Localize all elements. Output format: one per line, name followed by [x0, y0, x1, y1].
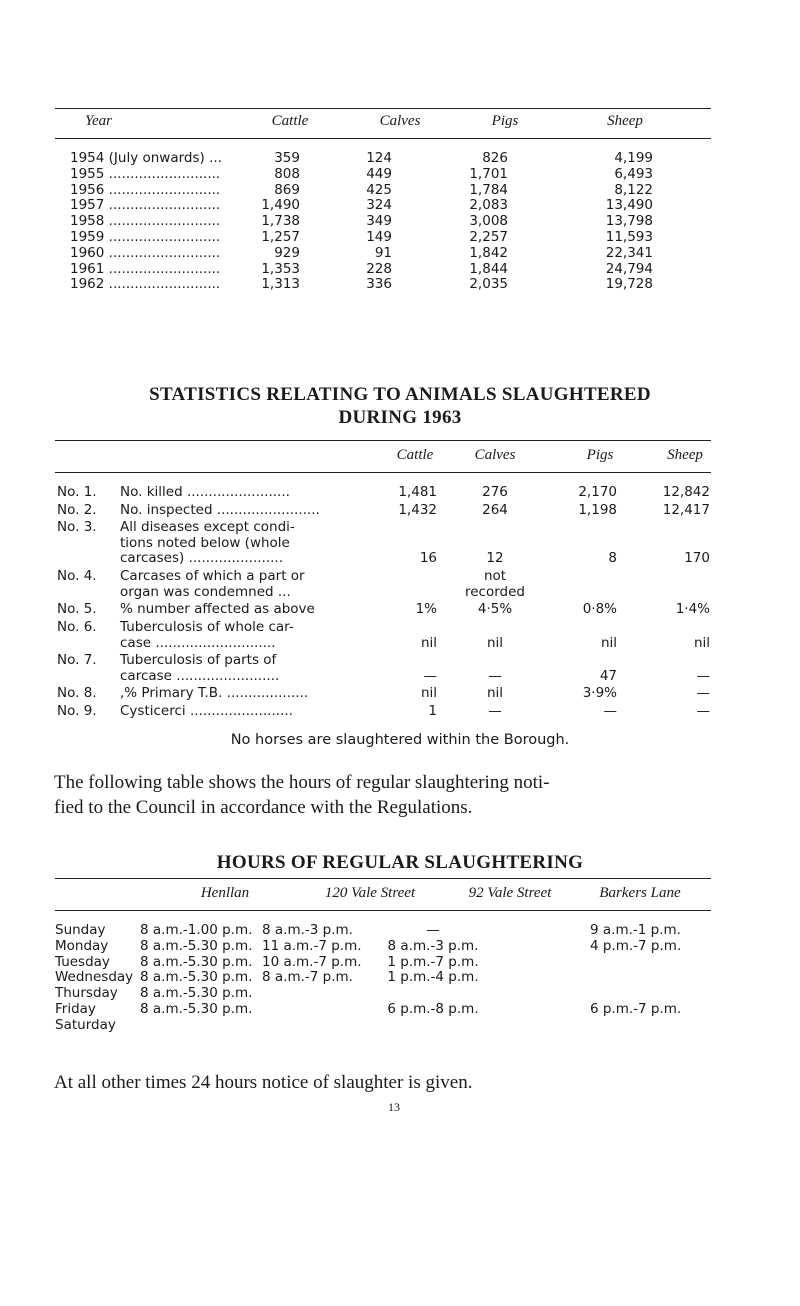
cell-pigs: 8: [608, 550, 617, 567]
cell-pigs: 1,844: [469, 260, 508, 277]
column-header-cattle: Cattle: [271, 113, 309, 129]
cell-sheep: 13,490: [605, 197, 653, 214]
cell-pigs: 2,257: [469, 229, 508, 245]
cell-calves: recorded: [465, 583, 525, 600]
row-number: No. 7.: [57, 652, 97, 669]
page-number: 13: [388, 1100, 400, 1114]
paragraph-line1: The following table shows the hours of regular slaughtering noti-: [54, 772, 550, 793]
cell-calves: 324: [366, 197, 392, 214]
cell-cattle: 1,313: [261, 276, 300, 293]
cell-henllan: 8 a.m.-5.30 p.m.: [140, 1001, 253, 1017]
cell-calves: 336: [366, 276, 392, 293]
row-label: No. inspected ........................: [120, 501, 320, 518]
cell-day: Tuesday: [55, 953, 110, 970]
column-header-cattle: Cattle: [396, 447, 434, 463]
cell-cattle: 1,490: [261, 197, 300, 214]
cell-year: 1956 ..........................: [70, 181, 221, 198]
cell-cattle: 1%: [415, 601, 437, 618]
cell-cattle: 1,257: [261, 229, 300, 245]
column-header-pigs: Pigs: [491, 113, 519, 129]
column-header-sheep: Sheep: [607, 113, 643, 129]
cell-120-vale-street: 8 a.m.-3 p.m.: [262, 922, 353, 938]
cell-pigs: 0·8%: [582, 601, 617, 618]
column-header-barkers-lane: Barkers Lane: [599, 885, 681, 901]
row-label: Carcases of which a part or: [120, 568, 305, 585]
cell-year: 1958 ..........................: [70, 213, 221, 230]
cell-pigs: nil: [600, 634, 617, 651]
cell-sheep: 4,199: [614, 150, 653, 166]
rule: [55, 472, 711, 473]
rule: [55, 108, 711, 109]
cell-sheep: —: [696, 685, 710, 702]
cell-92-vale-street: 1 p.m.-7 p.m.: [387, 953, 479, 970]
column-header-henllan: Henllan: [200, 885, 250, 901]
cell-sheep: 13,798: [605, 213, 653, 230]
cell-calves: 349: [366, 213, 392, 230]
cell-92-vale-street: —: [426, 922, 440, 938]
cell-pigs: 2,170: [578, 484, 617, 500]
column-header-calves: Calves: [474, 447, 516, 463]
row-label: No. killed ........................: [120, 484, 290, 500]
cell-barkers-lane: 9 a.m.-1 p.m.: [590, 922, 681, 938]
cell-calves: 149: [366, 229, 392, 245]
cell-barkers-lane: 6 p.m.-7 p.m.: [590, 1001, 682, 1017]
row-label: carcases) ......................: [120, 550, 283, 567]
cell-cattle: nil: [420, 634, 437, 651]
cell-pigs: 2,035: [469, 276, 508, 293]
cell-calves: 264: [482, 501, 508, 518]
row-number: No. 3.: [57, 519, 97, 536]
cell-sheep: 24,794: [605, 260, 653, 277]
cell-day: Friday: [55, 1001, 96, 1017]
cell-cattle: 1,353: [261, 260, 300, 277]
column-header-year: Year: [85, 113, 112, 129]
cell-calves: nil: [486, 685, 504, 702]
column-header-120-vale-street: 120 Vale Street: [324, 885, 416, 901]
stats-heading-line2: DURING 1963: [338, 407, 462, 428]
row-label: tions noted below (whole: [120, 534, 290, 551]
cell-pigs: 3,008: [469, 213, 508, 230]
cell-calves: 4·5%: [477, 601, 513, 618]
cell-120-vale-street: 8 a.m.-7 p.m.: [262, 969, 353, 986]
row-number: No. 2.: [57, 501, 97, 518]
row-number: No. 9.: [57, 703, 97, 720]
cell-year: 1961 ..........................: [70, 260, 221, 277]
row-label: All diseases except condi-: [120, 519, 295, 536]
cell-calves: 449: [366, 165, 392, 182]
cell-pigs: 1,842: [469, 244, 508, 261]
cell-barkers-lane: 4 p.m.-7 p.m.: [590, 937, 682, 954]
row-label: Tuberculosis of whole car-: [120, 619, 294, 635]
cell-day: Thursday: [55, 985, 118, 1002]
column-header-sheep: Sheep: [667, 447, 703, 463]
cell-92-vale-street: 8 a.m.-3 p.m.: [387, 937, 479, 954]
cell-sheep: 8,122: [614, 181, 653, 198]
cell-calves: 124: [366, 150, 392, 166]
cell-calves: 276: [482, 484, 508, 500]
cell-day: Monday: [55, 937, 109, 954]
cell-day: Saturday: [55, 1016, 116, 1033]
cell-year: 1957 ..........................: [70, 197, 221, 214]
cell-pigs: 2,083: [469, 197, 508, 214]
row-label: % number affected as above: [120, 601, 315, 618]
row-number: No. 5.: [57, 601, 97, 618]
rule: [55, 138, 711, 139]
note-horses: No horses are slaughtered within the Borough.: [230, 732, 570, 748]
cell-pigs: 1,198: [578, 501, 617, 518]
hours-heading: HOURS OF REGULAR SLAUGHTERING: [216, 852, 584, 873]
cell-calves: 12: [486, 550, 504, 567]
row-label: carcase ........................: [120, 667, 280, 684]
cell-year: 1960 ..........................: [70, 244, 221, 261]
cell-henllan: 8 a.m.-5.30 p.m.: [140, 937, 253, 954]
cell-sheep: 22,341: [605, 244, 653, 261]
cell-pigs: —: [603, 703, 617, 720]
rule: [55, 440, 711, 441]
cell-sheep: —: [696, 667, 710, 684]
row-label: Tuberculosis of parts of: [120, 652, 277, 669]
cell-calves: 425: [366, 181, 392, 198]
cell-cattle: 1: [428, 703, 437, 720]
row-label: case ............................: [120, 634, 276, 651]
cell-pigs: 1,701: [469, 165, 508, 182]
row-number: No. 4.: [57, 568, 97, 585]
footer-text: At all other times 24 hours notice of slaughter is given.: [54, 1072, 473, 1093]
cell-pigs: 826: [482, 150, 508, 166]
cell-year: 1959 ..........................: [70, 229, 221, 245]
cell-henllan: 8 a.m.-5.30 p.m.: [140, 985, 253, 1002]
row-label: Cysticerci ........................: [120, 703, 293, 720]
row-label: organ was condemned ...: [120, 583, 291, 600]
cell-120-vale-street: 11 a.m.-7 p.m.: [262, 937, 362, 954]
cell-day: Sunday: [55, 922, 106, 938]
cell-sheep: 6,493: [614, 165, 653, 182]
row-number: No. 1.: [57, 484, 97, 500]
cell-cattle: 869: [274, 181, 300, 198]
cell-calves: —: [488, 667, 502, 684]
paragraph-line2: fied to the Council in accordance with the Regulations.: [54, 797, 473, 818]
cell-calves: 228: [366, 260, 392, 277]
cell-cattle: —: [423, 667, 437, 684]
row-number: No. 8.: [57, 685, 97, 702]
cell-henllan: 8 a.m.-5.30 p.m.: [140, 969, 253, 986]
cell-sheep: 12,417: [662, 501, 710, 518]
cell-sheep: 12,842: [662, 484, 710, 500]
rule: [55, 910, 711, 911]
cell-year: 1962 ..........................: [70, 276, 221, 293]
row-number: No. 6.: [57, 619, 97, 635]
cell-pigs: 1,784: [469, 181, 508, 198]
cell-sheep: 1·4%: [675, 601, 710, 618]
cell-cattle: 1,481: [398, 484, 437, 500]
cell-year: 1955 ..........................: [70, 165, 221, 182]
cell-sheep: 11,593: [605, 229, 653, 245]
cell-92-vale-street: 6 p.m.-8 p.m.: [387, 1001, 479, 1017]
cell-day: Wednesday: [55, 969, 134, 986]
cell-sheep: —: [696, 703, 710, 720]
cell-cattle: 808: [274, 165, 300, 182]
cell-calves: —: [488, 703, 502, 720]
stats-heading-line1: STATISTICS RELATING TO ANIMALS SLAUGHTERED: [149, 384, 651, 405]
cell-sheep: nil: [693, 634, 710, 651]
cell-sheep: 19,728: [605, 276, 653, 293]
cell-120-vale-street: 10 a.m.-7 p.m.: [262, 953, 362, 970]
cell-cattle: 1,432: [398, 501, 437, 518]
cell-cattle: nil: [420, 685, 437, 702]
cell-cattle: 929: [274, 244, 300, 261]
cell-calves: 91: [374, 244, 392, 261]
cell-cattle: 1,738: [261, 213, 300, 230]
cell-henllan: 8 a.m.-5.30 p.m.: [140, 953, 253, 970]
row-label: ,% Primary T.B. ...................: [120, 685, 309, 702]
cell-cattle: 16: [419, 550, 437, 567]
cell-92-vale-street: 1 p.m.-4 p.m.: [387, 969, 479, 986]
cell-sheep: 170: [684, 550, 710, 567]
column-header-calves: Calves: [379, 113, 421, 129]
cell-henllan: 8 a.m.-1.00 p.m.: [140, 922, 253, 938]
column-header-pigs: Pigs: [586, 447, 614, 463]
cell-cattle: 359: [274, 150, 300, 166]
column-header-92-vale-street: 92 Vale Street: [468, 885, 552, 901]
cell-pigs: 3·9%: [582, 685, 617, 702]
cell-calves: not: [483, 568, 507, 585]
cell-pigs: 47: [599, 667, 617, 684]
cell-calves: nil: [486, 634, 504, 651]
cell-year: 1954 (July onwards) ...: [70, 150, 222, 166]
rule: [55, 878, 711, 879]
